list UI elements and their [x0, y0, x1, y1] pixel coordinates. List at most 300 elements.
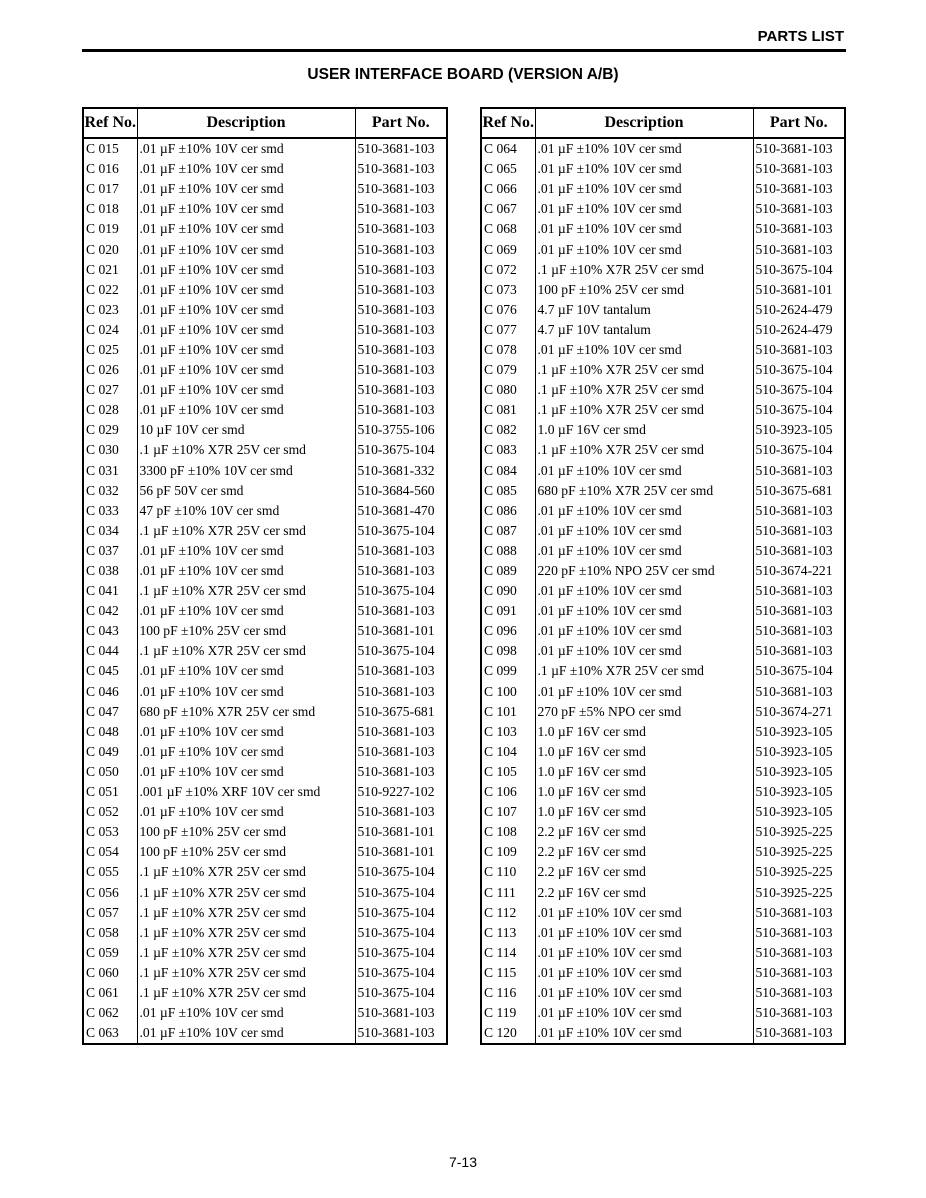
- description-cell: .01 µF ±10% 10V cer smd: [137, 199, 355, 219]
- ref-cell: C 031: [83, 461, 137, 481]
- ref-cell: C 109: [481, 842, 535, 862]
- part-number-cell: 510-3681-103: [755, 984, 833, 1000]
- table-row: [83, 159, 447, 179]
- table-row: [481, 963, 845, 983]
- table-row: [83, 561, 447, 581]
- ref-cell: C 077: [481, 320, 535, 340]
- ref-cell: C 017: [83, 179, 137, 199]
- table-row: [481, 842, 845, 862]
- ref-cell: C 107: [481, 802, 535, 822]
- part-number-cell: 510-3681-103: [755, 542, 833, 558]
- part-number-cell: 510-3681-103: [755, 904, 833, 920]
- ref-cell: C 086: [481, 501, 535, 521]
- table-row: [83, 601, 447, 621]
- table-row: [481, 923, 845, 943]
- part-number-cell: 510-3681-103: [755, 161, 833, 177]
- table-row: [481, 621, 845, 641]
- description-cell: 270 pF ±5% NPO cer smd: [535, 702, 753, 722]
- description-cell: .1 µF ±10% X7R 25V cer smd: [137, 882, 355, 902]
- parts-table-left: [82, 107, 448, 1045]
- description-cell: .1 µF ±10% X7R 25V cer smd: [535, 440, 753, 460]
- table-row: [83, 742, 447, 762]
- ref-cell: C 101: [481, 702, 535, 722]
- part-number-cell: 510-3681-103: [755, 623, 833, 639]
- part-number-cell: 510-3681-103: [357, 321, 435, 337]
- ref-cell: C 069: [481, 239, 535, 259]
- table-row: [83, 1023, 447, 1044]
- part-number-cell: 510-3925-225: [755, 824, 833, 840]
- description-cell: .01 µF ±10% 10V cer smd: [535, 501, 753, 521]
- table-row: [83, 641, 447, 661]
- ref-cell: C 027: [83, 380, 137, 400]
- part-number-cell: 510-3681-101: [357, 824, 435, 840]
- ref-cell: C 041: [83, 581, 137, 601]
- table-row: [83, 461, 447, 481]
- table-row: [83, 440, 447, 460]
- description-cell: 4.7 µF 10V tantalum: [535, 300, 753, 320]
- table-row: [481, 601, 845, 621]
- ref-cell: C 113: [481, 923, 535, 943]
- part-number-cell: 510-3923-105: [755, 784, 833, 800]
- part-number-cell: 510-3681-103: [357, 181, 435, 197]
- table-row: [481, 1023, 845, 1044]
- description-cell: .01 µF ±10% 10V cer smd: [137, 541, 355, 561]
- description-cell: .01 µF ±10% 10V cer smd: [535, 581, 753, 601]
- ref-cell: C 078: [481, 340, 535, 360]
- part-number-cell: 510-3681-103: [755, 462, 833, 478]
- ref-cell: C 120: [481, 1023, 535, 1044]
- table-row: [481, 501, 845, 521]
- part-number-cell: 510-3675-104: [755, 261, 833, 277]
- part-number-cell: 510-3675-104: [357, 442, 435, 458]
- part-number-cell: 510-3675-104: [357, 864, 435, 880]
- ref-cell: C 044: [83, 641, 137, 661]
- description-cell: .01 µF ±10% 10V cer smd: [137, 159, 355, 179]
- table-row: [83, 581, 447, 601]
- table-row: [481, 702, 845, 722]
- table-row: [83, 340, 447, 360]
- description-cell: .01 µF ±10% 10V cer smd: [535, 943, 753, 963]
- part-number-cell: 510-3681-103: [755, 1025, 833, 1041]
- description-cell: .01 µF ±10% 10V cer smd: [137, 340, 355, 360]
- part-number-cell: 510-3681-470: [357, 502, 435, 518]
- part-number-cell: 510-3675-104: [357, 884, 435, 900]
- ref-cell: C 046: [83, 682, 137, 702]
- part-number-cell: 510-3681-103: [755, 643, 833, 659]
- part-number-cell: 510-3681-103: [357, 382, 435, 398]
- ref-cell: C 104: [481, 742, 535, 762]
- table-row: [481, 219, 845, 239]
- ref-cell: C 088: [481, 541, 535, 561]
- ref-column-header: Ref No.: [83, 108, 137, 138]
- part-number-cell: 510-2624-479: [755, 301, 833, 317]
- ref-cell: C 119: [481, 1003, 535, 1023]
- part-number-cell: 510-3755-106: [357, 422, 435, 438]
- table-row: [83, 138, 447, 159]
- table-row: [481, 682, 845, 702]
- description-cell: .01 µF ±10% 10V cer smd: [137, 400, 355, 420]
- ref-cell: C 057: [83, 903, 137, 923]
- part-number-cell: 510-3675-104: [357, 964, 435, 980]
- table-row: [83, 239, 447, 259]
- description-cell: .01 µF ±10% 10V cer smd: [137, 762, 355, 782]
- part-number-cell: 510-3923-105: [755, 763, 833, 779]
- part-number-cell: 510-3675-681: [357, 703, 435, 719]
- table-row: [83, 280, 447, 300]
- description-cell: 47 pF ±10% 10V cer smd: [137, 501, 355, 521]
- ref-cell: C 024: [83, 320, 137, 340]
- ref-cell: C 089: [481, 561, 535, 581]
- table-row: [83, 943, 447, 963]
- part-number-cell: 510-3923-105: [755, 804, 833, 820]
- table-header-row: [481, 108, 845, 138]
- ref-cell: C 060: [83, 963, 137, 983]
- table-row: [481, 440, 845, 460]
- table-row: [481, 138, 845, 159]
- table-row: [83, 179, 447, 199]
- table-row: [481, 661, 845, 681]
- description-cell: .01 µF ±10% 10V cer smd: [137, 179, 355, 199]
- table-row: [83, 199, 447, 219]
- table-row: [481, 159, 845, 179]
- table-row: [481, 320, 845, 340]
- table-row: [83, 702, 447, 722]
- ref-cell: C 061: [83, 983, 137, 1003]
- ref-cell: C 103: [481, 722, 535, 742]
- part-number-cell: 510-3925-225: [755, 844, 833, 860]
- description-cell: 2.2 µF 16V cer smd: [535, 862, 753, 882]
- part-number-cell: 510-3681-103: [357, 221, 435, 237]
- part-number-cell: 510-3681-103: [755, 683, 833, 699]
- table-row: [83, 822, 447, 842]
- part-number-cell: 510-3681-103: [357, 763, 435, 779]
- table-row: [481, 380, 845, 400]
- ref-cell: C 085: [481, 481, 535, 501]
- description-cell: .01 µF ±10% 10V cer smd: [137, 1003, 355, 1023]
- ref-cell: C 022: [83, 280, 137, 300]
- ref-cell: C 053: [83, 822, 137, 842]
- description-cell: 680 pF ±10% X7R 25V cer smd: [535, 481, 753, 501]
- description-cell: .01 µF ±10% 10V cer smd: [535, 1023, 753, 1044]
- description-column-header: Description: [137, 108, 355, 138]
- description-cell: .1 µF ±10% X7R 25V cer smd: [535, 400, 753, 420]
- ref-cell: C 016: [83, 159, 137, 179]
- part-number-cell: 510-3675-104: [357, 904, 435, 920]
- ref-cell: C 015: [83, 138, 137, 159]
- table-row: [481, 943, 845, 963]
- part-number-cell: 510-3681-101: [357, 844, 435, 860]
- description-cell: 56 pF 50V cer smd: [137, 481, 355, 501]
- ref-cell: C 082: [481, 420, 535, 440]
- part-number-cell: 510-2624-479: [755, 321, 833, 337]
- table-row: [83, 1003, 447, 1023]
- table-row: [83, 963, 447, 983]
- description-cell: 1.0 µF 16V cer smd: [535, 420, 753, 440]
- description-cell: .01 µF ±10% 10V cer smd: [137, 601, 355, 621]
- table-row: [481, 420, 845, 440]
- part-number-cell: 510-3675-104: [357, 522, 435, 538]
- table-row: [83, 782, 447, 802]
- parts-table-right: [480, 107, 846, 1045]
- part-number-cell: 510-3681-103: [357, 663, 435, 679]
- ref-cell: C 025: [83, 340, 137, 360]
- description-cell: .1 µF ±10% X7R 25V cer smd: [137, 963, 355, 983]
- table-row: [83, 882, 447, 902]
- ref-column-header: Ref No.: [481, 108, 535, 138]
- table-row: [83, 541, 447, 561]
- description-cell: 100 pF ±10% 25V cer smd: [137, 842, 355, 862]
- table-row: [83, 621, 447, 641]
- ref-cell: C 072: [481, 260, 535, 280]
- ref-cell: C 080: [481, 380, 535, 400]
- table-row: [481, 521, 845, 541]
- description-cell: .01 µF ±10% 10V cer smd: [137, 561, 355, 581]
- ref-cell: C 064: [481, 138, 535, 159]
- description-cell: .01 µF ±10% 10V cer smd: [535, 521, 753, 541]
- table-row: [481, 541, 845, 561]
- part-number-cell: 510-3681-103: [755, 964, 833, 980]
- ref-cell: C 056: [83, 882, 137, 902]
- ref-cell: C 030: [83, 440, 137, 460]
- description-cell: 680 pF ±10% X7R 25V cer smd: [137, 702, 355, 722]
- part-number-cell: 510-3681-103: [357, 201, 435, 217]
- table-row: [83, 722, 447, 742]
- ref-cell: C 066: [481, 179, 535, 199]
- part-column-header: Part No.: [753, 108, 845, 138]
- description-cell: .01 µF ±10% 10V cer smd: [535, 682, 753, 702]
- table-row: [481, 802, 845, 822]
- description-cell: .01 µF ±10% 10V cer smd: [535, 1003, 753, 1023]
- part-number-cell: 510-3675-104: [755, 382, 833, 398]
- description-cell: 100 pF ±10% 25V cer smd: [137, 822, 355, 842]
- ref-cell: C 098: [481, 641, 535, 661]
- ref-cell: C 047: [83, 702, 137, 722]
- description-cell: .1 µF ±10% X7R 25V cer smd: [535, 380, 753, 400]
- ref-cell: C 048: [83, 722, 137, 742]
- ref-cell: C 087: [481, 521, 535, 541]
- ref-cell: C 042: [83, 601, 137, 621]
- part-number-cell: 510-3681-103: [357, 542, 435, 558]
- description-cell: .01 µF ±10% 10V cer smd: [535, 923, 753, 943]
- table-row: [481, 300, 845, 320]
- table-row: [481, 179, 845, 199]
- table-row: [481, 360, 845, 380]
- description-cell: .01 µF ±10% 10V cer smd: [535, 461, 753, 481]
- part-number-cell: 510-3675-104: [755, 362, 833, 378]
- part-number-cell: 510-3681-103: [755, 201, 833, 217]
- table-row: [83, 300, 447, 320]
- table-row: [83, 983, 447, 1003]
- ref-cell: C 055: [83, 862, 137, 882]
- description-cell: .1 µF ±10% X7R 25V cer smd: [137, 521, 355, 541]
- table-row: [481, 862, 845, 882]
- description-cell: 2.2 µF 16V cer smd: [535, 882, 753, 902]
- description-cell: .01 µF ±10% 10V cer smd: [137, 320, 355, 340]
- part-number-cell: 510-3681-103: [357, 281, 435, 297]
- ref-cell: C 034: [83, 521, 137, 541]
- ref-cell: C 062: [83, 1003, 137, 1023]
- description-cell: .01 µF ±10% 10V cer smd: [535, 159, 753, 179]
- part-number-cell: 510-3681-103: [357, 341, 435, 357]
- description-cell: .01 µF ±10% 10V cer smd: [535, 963, 753, 983]
- part-number-cell: 510-3681-103: [755, 141, 833, 157]
- part-number-cell: 510-3681-103: [357, 161, 435, 177]
- description-cell: .01 µF ±10% 10V cer smd: [137, 742, 355, 762]
- part-number-cell: 510-3681-103: [357, 141, 435, 157]
- description-cell: .01 µF ±10% 10V cer smd: [137, 360, 355, 380]
- part-column-header: Part No.: [355, 108, 447, 138]
- part-number-cell: 510-3681-103: [755, 241, 833, 257]
- table-row: [83, 501, 447, 521]
- description-cell: .01 µF ±10% 10V cer smd: [137, 661, 355, 681]
- ref-cell: C 115: [481, 963, 535, 983]
- description-cell: .01 µF ±10% 10V cer smd: [535, 903, 753, 923]
- table-row: [83, 521, 447, 541]
- ref-cell: C 058: [83, 923, 137, 943]
- table-row: [83, 360, 447, 380]
- ref-cell: C 067: [481, 199, 535, 219]
- description-cell: .01 µF ±10% 10V cer smd: [137, 280, 355, 300]
- part-number-cell: 510-3923-105: [755, 422, 833, 438]
- table-row: [83, 682, 447, 702]
- part-number-cell: 510-3681-103: [357, 683, 435, 699]
- part-number-cell: 510-3681-103: [357, 1025, 435, 1041]
- ref-cell: C 114: [481, 943, 535, 963]
- part-number-cell: 510-3681-103: [357, 1005, 435, 1021]
- part-number-cell: 510-3923-105: [755, 743, 833, 759]
- part-number-cell: 510-3681-103: [755, 341, 833, 357]
- table-row: [83, 923, 447, 943]
- description-cell: 1.0 µF 16V cer smd: [535, 802, 753, 822]
- ref-cell: C 099: [481, 661, 535, 681]
- table-row: [83, 862, 447, 882]
- description-cell: .01 µF ±10% 10V cer smd: [535, 138, 753, 159]
- ref-cell: C 091: [481, 601, 535, 621]
- description-cell: 1.0 µF 16V cer smd: [535, 782, 753, 802]
- table-row: [83, 320, 447, 340]
- ref-cell: C 037: [83, 541, 137, 561]
- part-number-cell: 510-3675-104: [755, 663, 833, 679]
- part-number-cell: 510-3923-105: [755, 723, 833, 739]
- description-cell: .01 µF ±10% 10V cer smd: [535, 541, 753, 561]
- part-number-cell: 510-3681-103: [357, 723, 435, 739]
- part-number-cell: 510-3675-104: [357, 583, 435, 599]
- description-cell: .01 µF ±10% 10V cer smd: [137, 219, 355, 239]
- description-cell: .1 µF ±10% X7R 25V cer smd: [137, 943, 355, 963]
- page-number: 7-13: [448, 1154, 478, 1170]
- table-row: [481, 340, 845, 360]
- table-row: [481, 280, 845, 300]
- ref-cell: C 020: [83, 239, 137, 259]
- description-cell: .1 µF ±10% X7R 25V cer smd: [137, 641, 355, 661]
- description-cell: .01 µF ±10% 10V cer smd: [535, 601, 753, 621]
- part-number-cell: 510-3681-103: [357, 563, 435, 579]
- description-cell: .01 µF ±10% 10V cer smd: [137, 300, 355, 320]
- description-cell: .01 µF ±10% 10V cer smd: [137, 802, 355, 822]
- ref-cell: C 029: [83, 420, 137, 440]
- table-row: [83, 481, 447, 501]
- description-cell: .1 µF ±10% X7R 25V cer smd: [535, 360, 753, 380]
- description-cell: 100 pF ±10% 25V cer smd: [137, 621, 355, 641]
- ref-cell: C 043: [83, 621, 137, 641]
- ref-cell: C 049: [83, 742, 137, 762]
- part-number-cell: 510-3681-103: [755, 603, 833, 619]
- description-cell: .01 µF ±10% 10V cer smd: [137, 682, 355, 702]
- part-number-cell: 510-3674-271: [755, 703, 833, 719]
- description-cell: 1.0 µF 16V cer smd: [535, 762, 753, 782]
- table-row: [481, 762, 845, 782]
- table-row: [481, 1003, 845, 1023]
- ref-cell: C 028: [83, 400, 137, 420]
- table-row: [481, 641, 845, 661]
- part-number-cell: 510-3681-103: [755, 181, 833, 197]
- table-row: [83, 762, 447, 782]
- table-row: [83, 260, 447, 280]
- table-row: [481, 581, 845, 601]
- table-row: [481, 260, 845, 280]
- description-cell: 4.7 µF 10V tantalum: [535, 320, 753, 340]
- description-cell: 3300 pF ±10% 10V cer smd: [137, 461, 355, 481]
- description-cell: .01 µF ±10% 10V cer smd: [535, 239, 753, 259]
- description-cell: .01 µF ±10% 10V cer smd: [137, 1023, 355, 1044]
- ref-cell: C 076: [481, 300, 535, 320]
- ref-cell: C 083: [481, 440, 535, 460]
- table-row: [83, 380, 447, 400]
- table-row: [83, 400, 447, 420]
- description-column-header: Description: [535, 108, 753, 138]
- table-row: [481, 782, 845, 802]
- part-number-cell: 510-3681-103: [755, 522, 833, 538]
- ref-cell: C 050: [83, 762, 137, 782]
- table-row: [481, 199, 845, 219]
- description-cell: .01 µF ±10% 10V cer smd: [535, 983, 753, 1003]
- ref-cell: C 033: [83, 501, 137, 521]
- ref-cell: C 051: [83, 782, 137, 802]
- board-title: USER INTERFACE BOARD (VERSION A/B): [307, 66, 619, 83]
- part-number-cell: 510-3681-103: [755, 924, 833, 940]
- description-cell: .01 µF ±10% 10V cer smd: [535, 179, 753, 199]
- ref-cell: C 063: [83, 1023, 137, 1044]
- ref-cell: C 111: [481, 882, 535, 902]
- description-cell: 100 pF ±10% 25V cer smd: [535, 280, 753, 300]
- ref-cell: C 090: [481, 581, 535, 601]
- table-row: [481, 461, 845, 481]
- part-number-cell: 510-9227-102: [357, 784, 435, 800]
- ref-cell: C 112: [481, 903, 535, 923]
- ref-cell: C 100: [481, 682, 535, 702]
- part-number-cell: 510-3681-103: [357, 804, 435, 820]
- ref-cell: C 059: [83, 943, 137, 963]
- ref-cell: C 065: [481, 159, 535, 179]
- description-cell: .1 µF ±10% X7R 25V cer smd: [137, 923, 355, 943]
- part-number-cell: 510-3681-103: [357, 261, 435, 277]
- part-number-cell: 510-3675-104: [755, 402, 833, 418]
- table-row: [481, 903, 845, 923]
- description-cell: 220 pF ±10% NPO 25V cer smd: [535, 561, 753, 581]
- part-number-cell: 510-3675-104: [755, 442, 833, 458]
- description-cell: 10 µF 10V cer smd: [137, 420, 355, 440]
- table-row: [481, 722, 845, 742]
- ref-cell: C 054: [83, 842, 137, 862]
- part-number-cell: 510-3681-103: [755, 502, 833, 518]
- ref-cell: C 052: [83, 802, 137, 822]
- description-cell: .01 µF ±10% 10V cer smd: [535, 641, 753, 661]
- table-row: [481, 882, 845, 902]
- ref-cell: C 068: [481, 219, 535, 239]
- description-cell: .1 µF ±10% X7R 25V cer smd: [137, 983, 355, 1003]
- description-cell: .1 µF ±10% X7R 25V cer smd: [137, 862, 355, 882]
- ref-cell: C 079: [481, 360, 535, 380]
